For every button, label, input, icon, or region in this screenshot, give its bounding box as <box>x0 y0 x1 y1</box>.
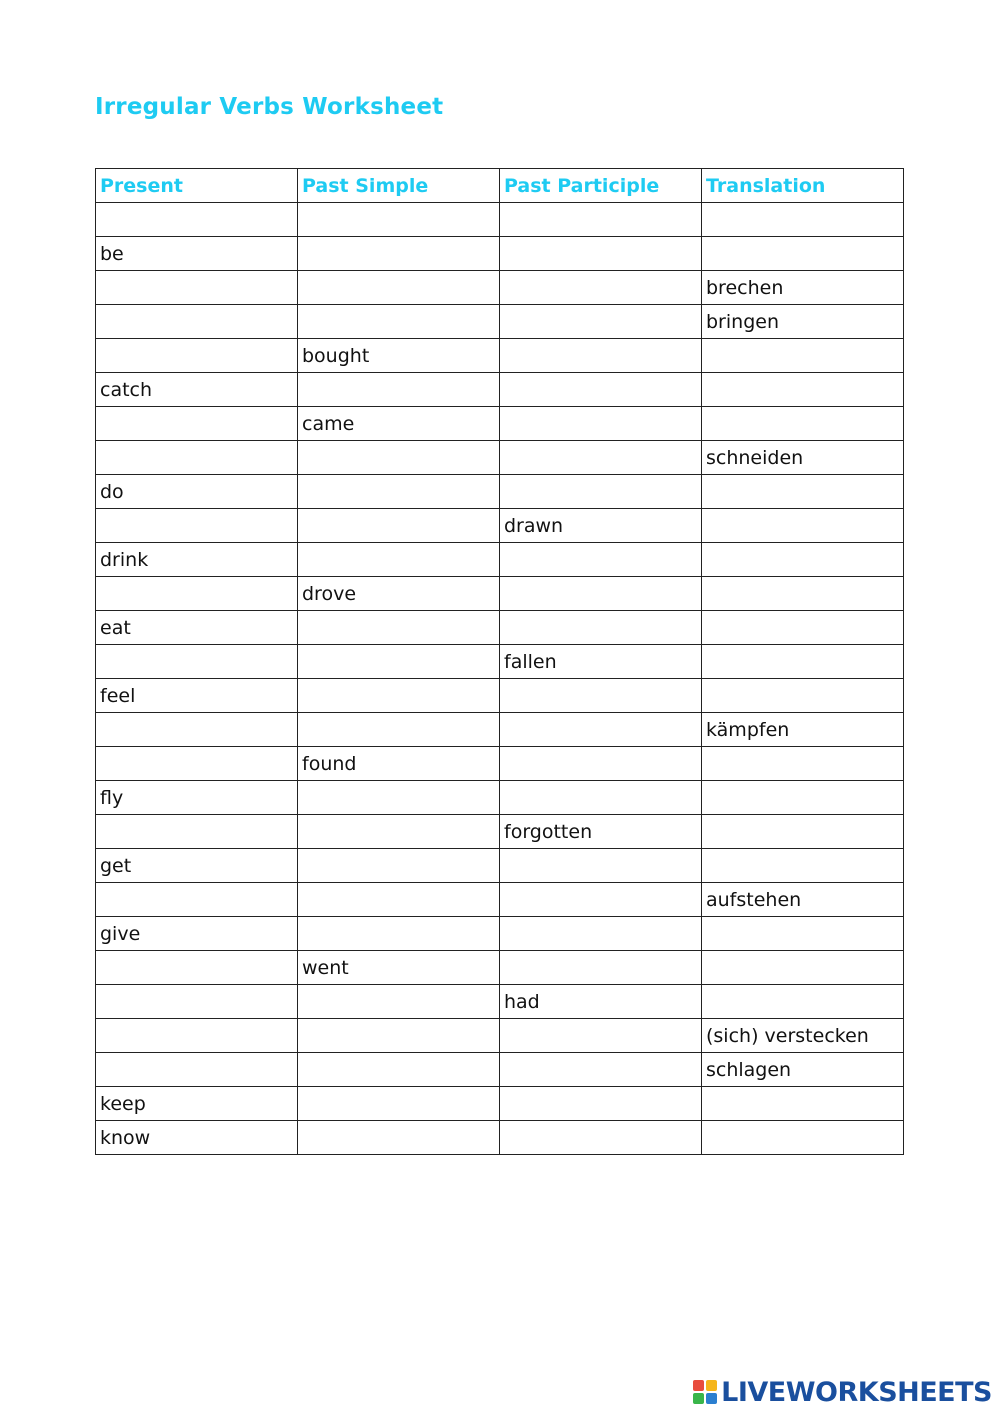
table-row <box>96 917 904 951</box>
cell-past-participle[interactable] <box>500 441 702 475</box>
cell-present[interactable] <box>96 305 298 339</box>
cell-past-simple[interactable] <box>298 917 500 951</box>
cell-present[interactable] <box>96 883 298 917</box>
cell-past-participle: drawn <box>500 509 702 543</box>
cell-past-simple[interactable] <box>298 815 500 849</box>
cell-present: keep <box>96 1087 298 1121</box>
cell-past-participle[interactable] <box>500 1019 702 1053</box>
cell-present: catch <box>96 373 298 407</box>
logo-square <box>693 1380 704 1391</box>
liveworksheets-logo-icon <box>693 1380 717 1404</box>
cell-past-simple: bought <box>298 339 500 373</box>
cell-present[interactable] <box>96 441 298 475</box>
table-row <box>96 1019 904 1053</box>
cell-translation[interactable] <box>702 543 904 577</box>
cell-present: feel <box>96 679 298 713</box>
cell-past-participle[interactable] <box>500 237 702 271</box>
table-row <box>96 407 904 441</box>
cell-translation[interactable] <box>702 985 904 1019</box>
cell-past-simple[interactable] <box>298 1121 500 1155</box>
cell-present: do <box>96 475 298 509</box>
cell-present[interactable] <box>96 815 298 849</box>
cell-past-simple[interactable] <box>298 373 500 407</box>
cell-past-participle[interactable] <box>500 1053 702 1087</box>
cell-present: know <box>96 1121 298 1155</box>
cell-past-simple: came <box>298 407 500 441</box>
cell-past-participle[interactable] <box>500 883 702 917</box>
cell-translation[interactable] <box>702 747 904 781</box>
cell-past-participle[interactable] <box>500 713 702 747</box>
table-row <box>96 611 904 645</box>
table-row <box>96 713 904 747</box>
table-row <box>96 475 904 509</box>
cell-translation: kämpfen <box>702 713 904 747</box>
cell-translation[interactable] <box>702 917 904 951</box>
cell-present[interactable] <box>96 645 298 679</box>
table-row <box>96 1053 904 1087</box>
cell-past-simple[interactable] <box>298 713 500 747</box>
cell-past-simple[interactable] <box>298 645 500 679</box>
cell-past-participle[interactable] <box>500 951 702 985</box>
cell-present[interactable] <box>96 271 298 305</box>
cell-past-simple[interactable] <box>298 611 500 645</box>
cell-translation[interactable] <box>702 1121 904 1155</box>
cell-past-simple[interactable] <box>298 1053 500 1087</box>
table-row <box>96 203 904 237</box>
cell-translation[interactable] <box>702 951 904 985</box>
table-row <box>96 985 904 1019</box>
table-body <box>96 203 904 1155</box>
table-row <box>96 1121 904 1155</box>
cell-translation[interactable] <box>702 237 904 271</box>
table-row <box>96 577 904 611</box>
cell-present[interactable] <box>96 985 298 1019</box>
cell-past-participle[interactable] <box>500 543 702 577</box>
logo-square <box>706 1393 717 1404</box>
cell-translation[interactable] <box>702 645 904 679</box>
header-translation: Translation <box>702 169 904 203</box>
cell-present[interactable] <box>96 747 298 781</box>
cell-present[interactable] <box>96 339 298 373</box>
logo-square <box>706 1380 717 1391</box>
cell-past-participle[interactable] <box>500 1121 702 1155</box>
cell-translation: bringen <box>702 305 904 339</box>
table-row <box>96 815 904 849</box>
cell-past-simple[interactable] <box>298 849 500 883</box>
cell-translation[interactable] <box>702 339 904 373</box>
table-row <box>96 747 904 781</box>
cell-present[interactable] <box>96 407 298 441</box>
cell-present: be <box>96 237 298 271</box>
cell-past-participle[interactable] <box>500 747 702 781</box>
cell-past-participle[interactable] <box>500 679 702 713</box>
cell-past-participle: had <box>500 985 702 1019</box>
cell-present: give <box>96 917 298 951</box>
cell-past-participle: forgotten <box>500 815 702 849</box>
cell-translation[interactable] <box>702 203 904 237</box>
cell-past-simple[interactable] <box>298 441 500 475</box>
logo-text: LIVEWORKSHEETS <box>721 1376 992 1408</box>
cell-past-simple: found <box>298 747 500 781</box>
liveworksheets-logo <box>693 1377 992 1407</box>
cell-translation: schneiden <box>702 441 904 475</box>
cell-present[interactable] <box>96 1053 298 1087</box>
header-present: Present <box>96 169 298 203</box>
cell-present[interactable] <box>96 1019 298 1053</box>
cell-past-simple[interactable] <box>298 203 500 237</box>
cell-past-simple[interactable] <box>298 237 500 271</box>
cell-translation: brechen <box>702 271 904 305</box>
cell-translation[interactable] <box>702 577 904 611</box>
cell-past-simple[interactable] <box>298 679 500 713</box>
cell-translation: schlagen <box>702 1053 904 1087</box>
cell-past-participle[interactable] <box>500 1087 702 1121</box>
cell-translation: (sich) verstecken <box>702 1019 904 1053</box>
page-title: Irregular Verbs Worksheet <box>95 94 444 120</box>
cell-present[interactable] <box>96 951 298 985</box>
table-row <box>96 441 904 475</box>
cell-past-simple[interactable] <box>298 1087 500 1121</box>
cell-past-participle[interactable] <box>500 271 702 305</box>
cell-translation[interactable] <box>702 815 904 849</box>
cell-translation[interactable] <box>702 407 904 441</box>
cell-translation[interactable] <box>702 1087 904 1121</box>
cell-present: eat <box>96 611 298 645</box>
cell-past-participle[interactable] <box>500 611 702 645</box>
cell-past-participle[interactable] <box>500 781 702 815</box>
cell-past-simple[interactable] <box>298 509 500 543</box>
cell-past-simple[interactable] <box>298 985 500 1019</box>
cell-translation[interactable] <box>702 781 904 815</box>
table-row <box>96 509 904 543</box>
cell-past-simple: drove <box>298 577 500 611</box>
table-row <box>96 645 904 679</box>
table-row <box>96 373 904 407</box>
cell-past-participle[interactable] <box>500 577 702 611</box>
cell-past-participle[interactable] <box>500 373 702 407</box>
cell-translation[interactable] <box>702 679 904 713</box>
table-row <box>96 237 904 271</box>
logo-square <box>693 1393 704 1404</box>
cell-past-simple: went <box>298 951 500 985</box>
cell-past-simple[interactable] <box>298 271 500 305</box>
cell-translation[interactable] <box>702 475 904 509</box>
table-row <box>96 951 904 985</box>
cell-present: fly <box>96 781 298 815</box>
cell-translation[interactable] <box>702 373 904 407</box>
table-row <box>96 271 904 305</box>
cell-translation[interactable] <box>702 509 904 543</box>
cell-translation[interactable] <box>702 849 904 883</box>
cell-translation: aufstehen <box>702 883 904 917</box>
cell-past-participle: fallen <box>500 645 702 679</box>
table-row <box>96 339 904 373</box>
cell-past-participle[interactable] <box>500 339 702 373</box>
cell-past-participle[interactable] <box>500 407 702 441</box>
verbs-table <box>95 168 904 1155</box>
table-row <box>96 883 904 917</box>
table-row <box>96 1087 904 1121</box>
cell-present[interactable] <box>96 509 298 543</box>
table-header-row <box>96 169 904 203</box>
cell-present[interactable] <box>96 203 298 237</box>
cell-past-simple[interactable] <box>298 305 500 339</box>
table-row <box>96 305 904 339</box>
cell-past-simple[interactable] <box>298 543 500 577</box>
cell-past-simple[interactable] <box>298 1019 500 1053</box>
cell-present: get <box>96 849 298 883</box>
cell-past-participle[interactable] <box>500 849 702 883</box>
cell-past-simple[interactable] <box>298 883 500 917</box>
cell-present[interactable] <box>96 577 298 611</box>
table-row <box>96 679 904 713</box>
cell-past-simple[interactable] <box>298 781 500 815</box>
cell-past-simple[interactable] <box>298 475 500 509</box>
cell-present[interactable] <box>96 713 298 747</box>
cell-past-participle[interactable] <box>500 917 702 951</box>
table-row <box>96 781 904 815</box>
cell-past-participle[interactable] <box>500 305 702 339</box>
cell-past-participle[interactable] <box>500 203 702 237</box>
table-row <box>96 543 904 577</box>
cell-past-participle[interactable] <box>500 475 702 509</box>
table-row <box>96 849 904 883</box>
cell-translation[interactable] <box>702 611 904 645</box>
cell-present: drink <box>96 543 298 577</box>
header-past-simple: Past Simple <box>298 169 500 203</box>
header-past-participle: Past Participle <box>500 169 702 203</box>
